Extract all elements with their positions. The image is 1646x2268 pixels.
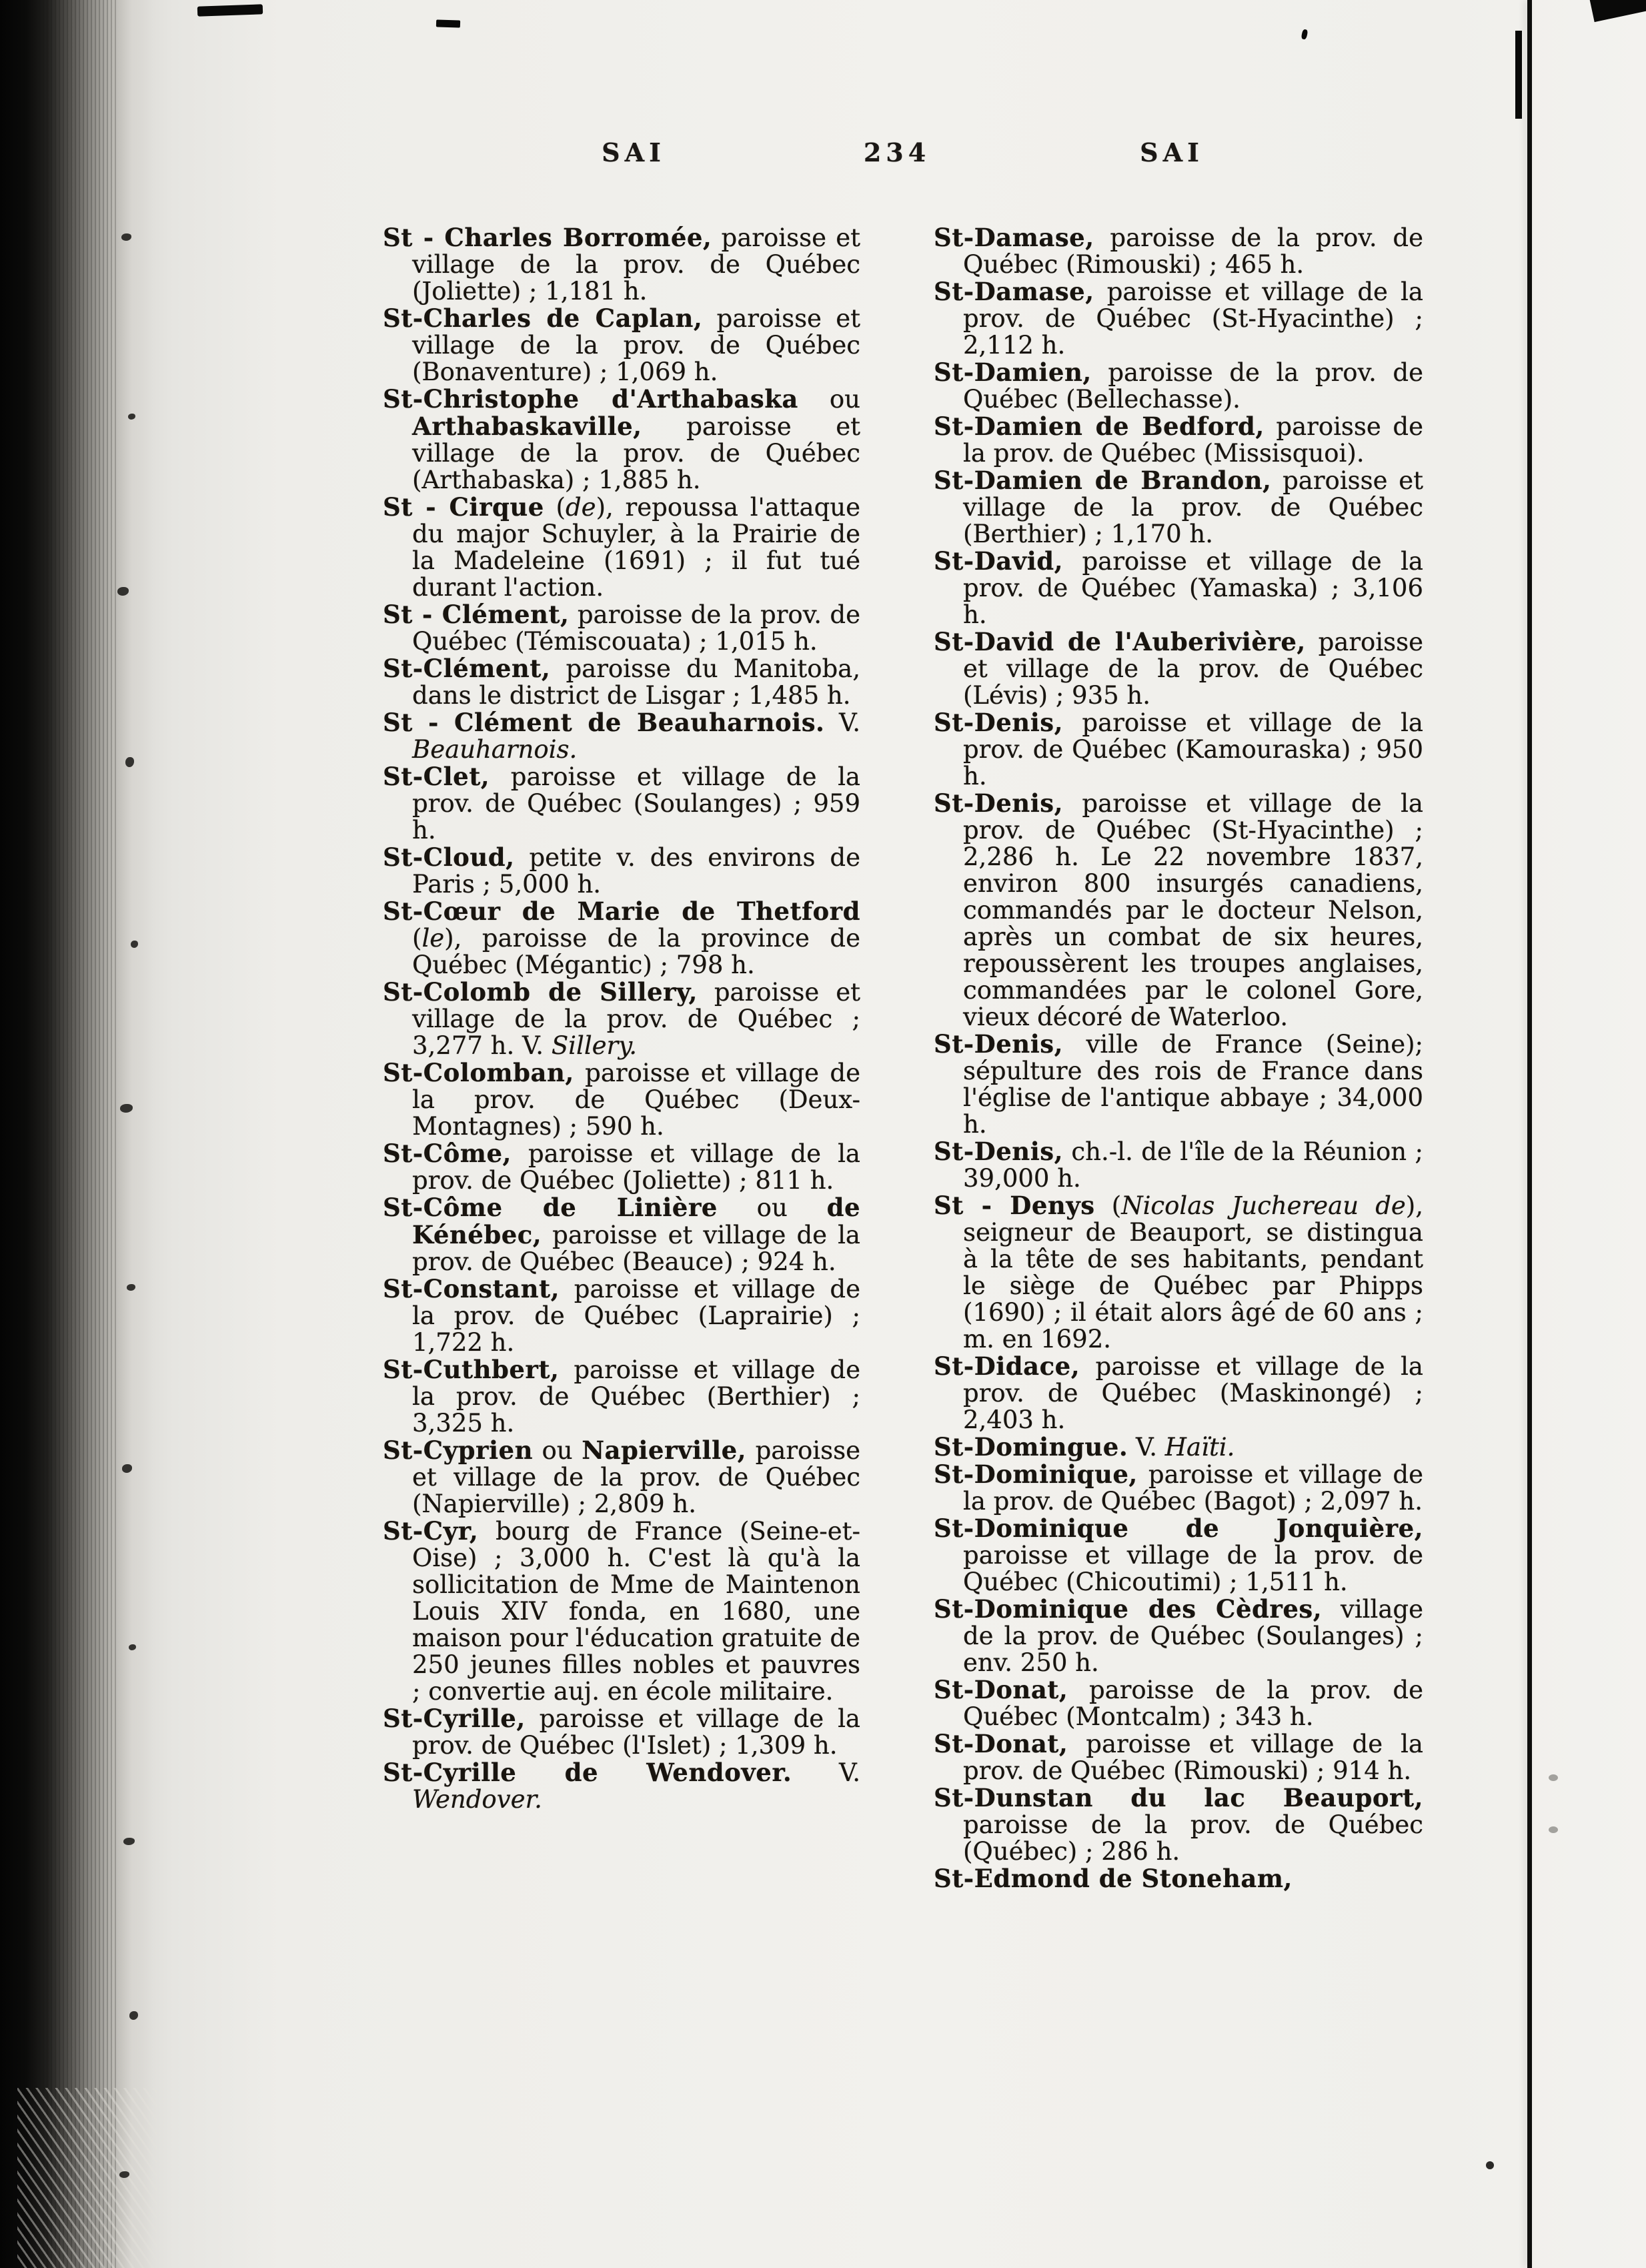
entry-text: paroisse et village de la prov. de Québec (St-Hyacinthe) ; 2,286 h. Le 22 novembre 1837, environ 800 insurgés canadiens, commandés par le docteur Nelson, après un combat de six heures, repoussèrent les troupes anglaises, commandées par le colonel Gore, vieux décoré de Waterloo. — [963, 789, 1423, 1031]
entry-cross-reference: Haïti. — [1164, 1433, 1235, 1462]
entry-text: paroisse de la prov. de Québec (Témiscouata) ; 1,015 h. — [412, 600, 860, 656]
dictionary-entry — [934, 1031, 1423, 1138]
dictionary-entry — [383, 601, 860, 655]
dictionary-entry — [383, 494, 860, 601]
dictionary-entry — [934, 1192, 1423, 1353]
entry-text: paroisse et village de la prov. de Québec (Joliette) ; 1,181 h. — [412, 223, 860, 306]
entry-headword: St-Dunstan du lac Beauport, — [934, 1783, 1423, 1812]
entry-text: bourg de France (Seine-et-Oise) ; 3,000 h. C'est là qu'à la sollicitation de Mme de Maintenon Louis XIV fonda, en 1680, une maison pour l'éducation gratuite de 250 jeunes filles nobles et pauvres ; convertie auj. en école militaire. — [412, 1517, 860, 1706]
entry-text: ), paroisse de la province de Québec (Mégantic) ; 798 h. — [412, 924, 860, 979]
entry-text: V. — [1128, 1433, 1165, 1462]
entry-headword: St-David de l'Auberivière, — [934, 627, 1306, 656]
entry-text: paroisse de la prov. de Québec (Québec) ; 286 h. — [963, 1810, 1423, 1866]
entry-text: V. — [824, 708, 860, 737]
entry-headword: St-Constant, — [383, 1274, 560, 1303]
entry-headword: St-Denis, — [934, 1029, 1063, 1059]
entry-text: paroisse et village de la prov. de Québec (Beauce) ; 924 h. — [412, 1221, 860, 1276]
dictionary-entry — [383, 386, 860, 494]
entry-text: V. — [792, 1758, 860, 1787]
dictionary-entry — [383, 844, 860, 898]
entry-headword: St-Dominique de Jonquière, — [934, 1514, 1423, 1543]
dictionary-entry — [383, 655, 860, 709]
dictionary-entry — [383, 1705, 860, 1759]
dictionary-entry — [383, 1759, 860, 1813]
entry-text: paroisse et village de la prov. de Québec (Napierville) ; 2,809 h. — [412, 1436, 860, 1518]
dictionary-entry — [383, 763, 860, 844]
entry-headword: de Kénébec, — [412, 1193, 860, 1249]
scan-artifact — [436, 19, 460, 27]
entry-text: ( — [1094, 1191, 1122, 1220]
dictionary-entry — [383, 979, 860, 1059]
entry-text: ), repoussa l'attaque du major Schuyler, à la Prairie de la Madeleine (1691) ; il fut tué durant l'action. — [412, 493, 860, 602]
entry-text: ch.-l. de l'île de la Réunion ; 39,000 h. — [963, 1137, 1423, 1193]
entry-headword: St-Colomban, — [383, 1058, 574, 1087]
entry-headword: St-Denis, — [934, 708, 1063, 737]
entry-cross-reference: Sillery. — [551, 1031, 637, 1060]
entry-headword: St-Cyr, — [383, 1516, 479, 1546]
entry-headword: St - Cirque — [383, 492, 544, 522]
dictionary-entry — [934, 1515, 1423, 1596]
entry-headword: St-David, — [934, 546, 1064, 576]
dictionary-entry — [383, 1518, 860, 1705]
entry-text: paroisse de la prov. de Québec (Montcalm) ; 343 h. — [963, 1676, 1423, 1731]
dictionary-entry — [934, 1865, 1423, 1892]
entry-headword: St-Denis, — [934, 1137, 1063, 1166]
entry-headword: St-Cyprien — [383, 1436, 533, 1465]
running-head-left: SAI — [602, 137, 666, 167]
entry-text: ou — [717, 1193, 827, 1222]
entry-headword: St-Cloud, — [383, 842, 515, 872]
entry-text: paroisse et village de la prov. de Québec (Arthabaska) ; 1,885 h. — [412, 412, 860, 494]
dictionary-entry — [934, 1434, 1423, 1461]
dictionary-entry — [383, 1275, 860, 1356]
entry-headword: Napierville, — [582, 1436, 747, 1465]
entry-text: ville de France (Seine); sépulture des rois de France dans l'église de l'antique abbaye ; 34,000 h. — [963, 1030, 1423, 1139]
dictionary-entry — [934, 467, 1423, 548]
entry-headword: St-Christophe d'Arthabaska — [383, 384, 798, 414]
entry-cross-reference: Beauharnois. — [412, 735, 578, 764]
entry-text: ), seigneur de Beauport, se distingua à la tête de ses habitants, pendant le siège de Québec par Phipps (1690) ; il était alors âgé de 60 ans ; m. en 1692. — [963, 1191, 1423, 1353]
entry-text: paroisse et village de la prov. de Québec (Soulanges) ; 959 h. — [412, 762, 860, 844]
entry-text: paroisse de la prov. de Québec (Bellechasse). — [963, 358, 1423, 414]
entry-headword: St-Cœur de Marie de Thetford — [383, 897, 860, 926]
dictionary-entry — [934, 790, 1423, 1031]
dictionary-entry — [934, 1596, 1423, 1676]
dictionary-entry — [383, 224, 860, 305]
dictionary-entry — [934, 224, 1423, 278]
entry-headword: Arthabaskaville, — [412, 412, 642, 441]
dictionary-entry — [383, 1194, 860, 1275]
entry-text: ( — [544, 493, 566, 522]
entry-text: paroisse et village de la prov. de Québec (Joliette) ; 811 h. — [412, 1139, 860, 1195]
entry-text: paroisse et village de la prov. de Québec (Lévis) ; 935 h. — [963, 628, 1423, 710]
entry-headword: St-Côme, — [383, 1139, 512, 1168]
scan-artifact — [1549, 1826, 1558, 1833]
entry-text: paroisse et village de la prov. de Québec (Laprairie) ; 1,722 h. — [412, 1275, 860, 1357]
entry-text: paroisse de la prov. de Québec (Rimouski) ; 465 h. — [963, 223, 1423, 279]
entry-text: petite v. des environs de Paris ; 5,000 h. — [412, 843, 860, 899]
entry-text: paroisse et village de la prov. de Québec ; 3,277 h. V. — [412, 978, 860, 1060]
entry-headword: St-Damase, — [934, 277, 1094, 306]
entry-headword: St-Dominique, — [934, 1460, 1138, 1489]
dictionary-entry — [934, 548, 1423, 628]
entry-headword: St - Charles Borromée, — [383, 223, 712, 252]
dictionary-entry — [934, 359, 1423, 413]
entry-text: paroisse et village de la prov. de Québec (Bonaventure) ; 1,069 h. — [412, 304, 860, 386]
entry-text: paroisse et village de la prov. de Québec (St-Hyacinthe) ; 2,112 h. — [963, 277, 1423, 360]
entry-text: paroisse de la prov. de Québec (Missisquoi). — [963, 412, 1423, 468]
entry-text: ou — [798, 385, 860, 414]
entry-text: village de la prov. de Québec (Soulanges) ; env. 250 h. — [963, 1595, 1423, 1677]
entry-headword: St-Donat, — [934, 1729, 1068, 1758]
entry-headword: St-Damase, — [934, 223, 1094, 252]
entry-headword: St-Domingue. — [934, 1432, 1128, 1462]
dictionary-entry — [934, 1784, 1423, 1865]
entry-headword: St-Cyrille, — [383, 1704, 526, 1733]
dictionary-entry — [383, 305, 860, 386]
entry-headword: St - Denys — [934, 1191, 1095, 1220]
entry-headword: St-Charles de Caplan, — [383, 304, 703, 333]
dictionary-entry — [934, 1676, 1423, 1730]
dictionary-entry — [383, 898, 860, 979]
dictionary-entry — [934, 278, 1423, 359]
dictionary-columns — [383, 224, 1423, 1892]
entry-cross-reference: le — [422, 924, 445, 953]
entry-text: paroisse et village de la prov. de Québec (Kamouraska) ; 950 h. — [963, 708, 1423, 790]
scan-artifact — [1549, 1774, 1558, 1781]
entry-text: paroisse et village de la prov. de Québec (Berthier) ; 1,170 h. — [963, 466, 1423, 548]
dictionary-entry — [934, 1353, 1423, 1434]
dictionary-entry — [934, 1730, 1423, 1784]
entry-text: paroisse et village de la prov. de Québec (Rimouski) ; 914 h. — [963, 1730, 1423, 1785]
entry-cross-reference: Wendover. — [412, 1785, 542, 1814]
entry-headword: St-Côme de Linière — [383, 1193, 718, 1222]
scan-artifact — [1486, 2161, 1494, 2169]
text-column-right — [934, 224, 1423, 1892]
adjacent-page-edge-line — [1527, 0, 1532, 2268]
dictionary-entry — [383, 1356, 860, 1437]
entry-text: ou — [532, 1436, 582, 1465]
entry-headword: St-Damien de Bedford, — [934, 412, 1265, 441]
entry-text: paroisse et village de la prov. de Québec (Yamaska) ; 3,106 h. — [963, 547, 1423, 629]
page-number: 234 — [863, 137, 931, 167]
entry-text: ( — [412, 924, 422, 953]
entry-headword: St-Damien, — [934, 358, 1092, 387]
entry-text: paroisse et village de la prov. de Québec (Maskinongé) ; 2,403 h. — [963, 1352, 1423, 1434]
entry-headword: St-Cyrille de Wendover. — [383, 1758, 792, 1787]
entry-cross-reference: Nicolas Juchereau de — [1121, 1191, 1406, 1220]
entry-headword: St-Colomb de Sillery, — [383, 977, 698, 1007]
entry-headword: St-Damien de Brandon, — [934, 466, 1272, 495]
dictionary-entry — [934, 1461, 1423, 1515]
dictionary-entry — [934, 1138, 1423, 1192]
dictionary-entry — [934, 628, 1423, 709]
running-head-right: SAI — [1140, 137, 1204, 167]
entry-cross-reference: de — [565, 493, 596, 522]
text-column-left — [383, 224, 860, 1892]
entry-headword: St-Edmond de Stoneham, — [934, 1864, 1293, 1893]
entry-headword: St-Donat, — [934, 1675, 1068, 1704]
entry-headword: St-Cuthbert, — [383, 1355, 560, 1384]
dictionary-entry — [383, 709, 860, 763]
dictionary-entry — [383, 1437, 860, 1518]
entry-text: paroisse et village de la prov. de Québec (l'Islet) ; 1,309 h. — [412, 1704, 860, 1760]
entry-headword: St-Clément, — [383, 654, 551, 683]
entry-text: paroisse du Manitoba, dans le district de Lisgar ; 1,485 h. — [412, 654, 860, 710]
entry-headword: St-Dominique des Cèdres, — [934, 1594, 1323, 1624]
scan-artifact — [1515, 31, 1522, 119]
dictionary-entry — [934, 709, 1423, 790]
dictionary-entry — [383, 1059, 860, 1140]
dictionary-entry — [383, 1140, 860, 1194]
entry-headword: St-Didace, — [934, 1351, 1080, 1381]
entry-text: paroisse et village de la prov. de Québec (Deux-Montagnes) ; 590 h. — [412, 1059, 860, 1141]
entry-text: paroisse et village de la prov. de Québec (Berthier) ; 3,325 h. — [412, 1355, 860, 1438]
dictionary-entry — [934, 413, 1423, 467]
entry-text: paroisse et village de la prov. de Québec (Chicoutimi) ; 1,511 h. — [963, 1541, 1423, 1596]
entry-text: paroisse et village de la prov. de Québec (Bagot) ; 2,097 h. — [963, 1460, 1423, 1516]
book-binding-edge — [0, 0, 153, 2268]
entry-headword: St-Denis, — [934, 788, 1063, 818]
entry-headword: St-Clet, — [383, 762, 490, 791]
entry-headword: St - Clément de Beauharnois. — [383, 708, 825, 737]
entry-headword: St - Clément, — [383, 600, 570, 629]
